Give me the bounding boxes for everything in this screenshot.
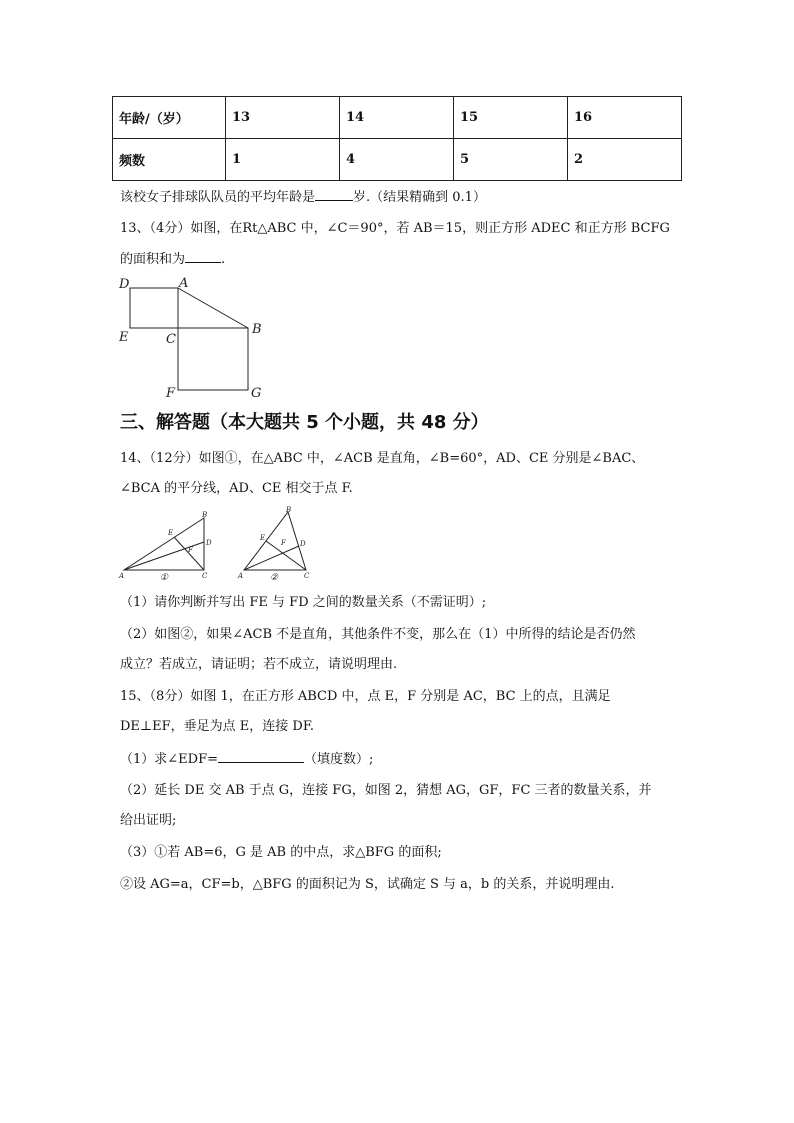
q13-line-1: 13、（4分）如图，在Rt△ABC 中，∠C＝90°，若 AB＝15，则正方形 ADEC 和正方形 BCFG — [120, 221, 670, 236]
q14-part-1: （1）请你判断并写出 FE 与 FD 之间的数量关系（不需证明）; — [120, 595, 487, 610]
label-d: D — [206, 539, 212, 547]
q15-part-1 — [120, 750, 373, 769]
triangle-abc — [124, 518, 204, 570]
label-d: D — [119, 277, 130, 292]
label-f: F — [281, 539, 286, 547]
q15-part-1-text: （1）求∠EDF= — [120, 752, 218, 767]
table-cell: 5 — [454, 139, 568, 181]
q15-part-1-tail: （填度数）; — [304, 752, 374, 767]
label-f: F — [188, 546, 193, 554]
q12-tail-line — [120, 188, 486, 207]
label-g: G — [251, 386, 262, 400]
q14-line-1: 14、（12分）如图①，在△ABC 中，∠ACB 是直角，∠B=60°，AD、CE 分别是∠BAC、 — [120, 451, 645, 466]
table-cell: 14 — [340, 97, 454, 139]
q15-line-1: 15、（8分）如图 1，在正方形 ABCD 中，点 E，F 分别是 AC，BC 上的点，且满足 — [120, 689, 611, 704]
section-heading: 三、解答题（本大题共 5 个小题，共 48 分） — [120, 412, 489, 433]
frequency-table — [112, 96, 682, 181]
label-c: C — [166, 332, 176, 347]
q12-tail-text-2: 岁.（结果精确到 0.1） — [353, 190, 486, 205]
label-a: A — [179, 276, 189, 291]
q12-tail-text: 该校女子排球队队员的平均年龄是 — [120, 190, 316, 205]
figure-caption: ② — [270, 573, 279, 583]
figure-q14-2 — [236, 506, 316, 586]
answer-blank[interactable] — [218, 750, 304, 763]
q13-period: . — [221, 252, 226, 267]
table-row — [113, 139, 682, 181]
figure-caption: ① — [160, 573, 169, 583]
label-f: F — [166, 386, 176, 400]
label-d: D — [300, 540, 306, 548]
q14-line-2: ∠BCA 的平分线，AD、CE 相交于点 F. — [120, 481, 353, 496]
table-cell: 年龄/（岁） — [113, 97, 226, 139]
square-bcfg — [178, 328, 248, 390]
q15-part-4: ②设 AG=a，CF=b，△BFG 的面积记为 S，试确定 S 与 a，b 的关系，并说明理由. — [120, 877, 615, 892]
table-cell: 13 — [226, 97, 340, 139]
label-c: C — [304, 572, 310, 580]
label-c: C — [202, 572, 208, 580]
triangle-abc — [244, 512, 306, 570]
label-e: E — [260, 534, 266, 542]
answer-blank[interactable] — [185, 250, 221, 263]
label-b: B — [252, 322, 262, 337]
table-cell: 1 — [226, 139, 340, 181]
q14-part-2-line-1: （2）如图②，如果∠ACB 不是直角，其他条件不变，那么在（1）中所得的结论是否仍然 — [120, 627, 636, 642]
figure-q14-1 — [118, 508, 218, 586]
hypotenuse-ab — [178, 288, 248, 328]
q15-part-2-line-1: （2）延长 DE 交 AB 于点 G，连接 FG，如图 2，猜想 AG，GF，FC 三者的数量关系，并 — [120, 783, 652, 798]
label-a: A — [238, 572, 244, 580]
q13-text: 的面积和为 — [120, 252, 186, 267]
label-b: B — [202, 511, 208, 519]
table-cell: 2 — [568, 139, 682, 181]
table-cell: 16 — [568, 97, 682, 139]
label-a: A — [119, 572, 125, 580]
q15-line-2: DE⊥EF，垂足为点 E，连接 DF. — [120, 719, 314, 734]
q13-line-2 — [120, 250, 225, 269]
q15-part-3: （3）①若 AB=6，G 是 AB 的中点，求△BFG 的面积; — [120, 845, 442, 860]
bisector-ad — [244, 546, 299, 570]
q15-part-2-line-2: 给出证明; — [120, 813, 177, 828]
square-adec — [130, 288, 178, 328]
table-cell: 4 — [340, 139, 454, 181]
label-e: E — [119, 330, 129, 345]
answer-blank[interactable] — [315, 188, 353, 201]
label-e: E — [168, 529, 174, 537]
q14-part-2-line-2: 成立？若成立，请证明；若不成立，请说明理由. — [120, 657, 398, 672]
table-cell: 15 — [454, 97, 568, 139]
label-b: B — [286, 506, 292, 514]
table-row — [113, 97, 682, 139]
table-cell: 频数 — [113, 139, 226, 181]
figure-q13-squares — [112, 275, 272, 400]
